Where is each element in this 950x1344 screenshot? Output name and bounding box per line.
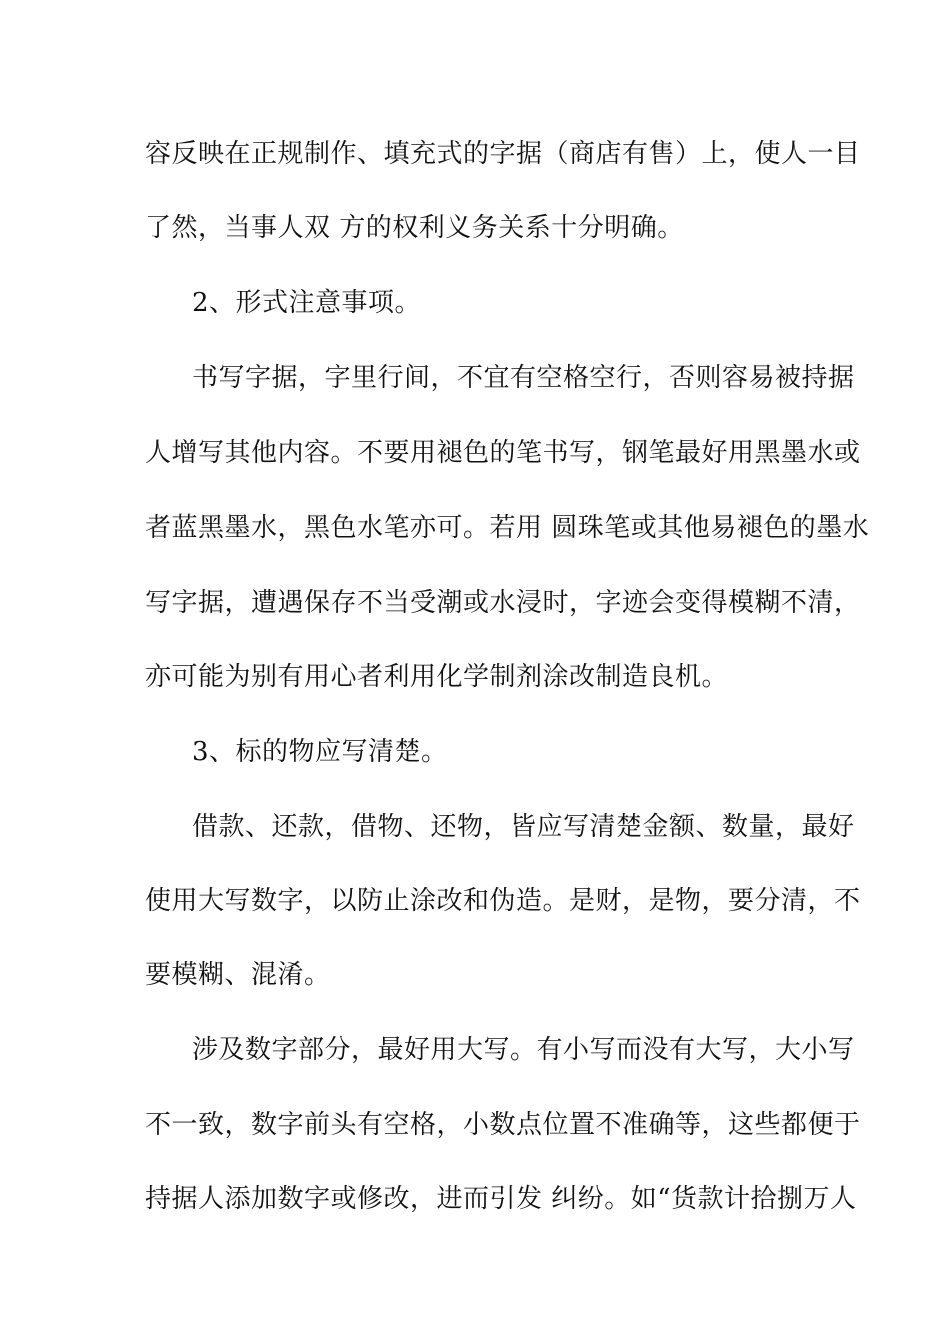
paragraph-line: 人增写其他内容。不要用褪色的笔书写，钢笔最好用黑墨水或 (145, 438, 861, 468)
paragraph-line: 书写字据，字里行间，不宜有空格空行，否则容易被持据 (192, 363, 855, 393)
paragraph-line: 写字据，遭遇保存不当受潮或水浸时，字迹会变得模糊不清， (145, 588, 861, 618)
paragraph-line: 者蓝黑墨水，黑色水笔亦可。若用 圆珠笔或其他易褪色的墨水 (145, 513, 870, 543)
paragraph-line: 持据人添加数字或修改，进而引发 纠纷。如“货款计拾捌万人 (145, 1184, 857, 1214)
paragraph-line: 涉及数字部分，最好用大写。有小写而没有大写，大小写 (192, 1035, 855, 1065)
paragraph-line: 亦可能为别有用心者利用化学制剂涂改制造良机。 (145, 662, 729, 692)
paragraph-line: 了然，当事人双 方的权利义务关系十分明确。 (145, 213, 684, 243)
section-heading: 2、形式注意事项。 (192, 288, 422, 318)
paragraph-line: 使用大写数字，以防止涂改和伪造。是财，是物，要分清，不 (145, 886, 861, 916)
paragraph-line: 借款、还款，借物、还物，皆应写清楚金额、数量，最好 (192, 812, 855, 842)
section-heading: 3、标的物应写清楚。 (192, 737, 448, 767)
paragraph-line: 不一致，数字前头有空格，小数点位置不准确等，这些都便于 (145, 1110, 861, 1140)
paragraph-line: 容反映在正规制作、填充式的字据（商店有售）上，使人一目 (145, 139, 861, 169)
paragraph-line: 要模糊、混淆。 (145, 960, 331, 990)
